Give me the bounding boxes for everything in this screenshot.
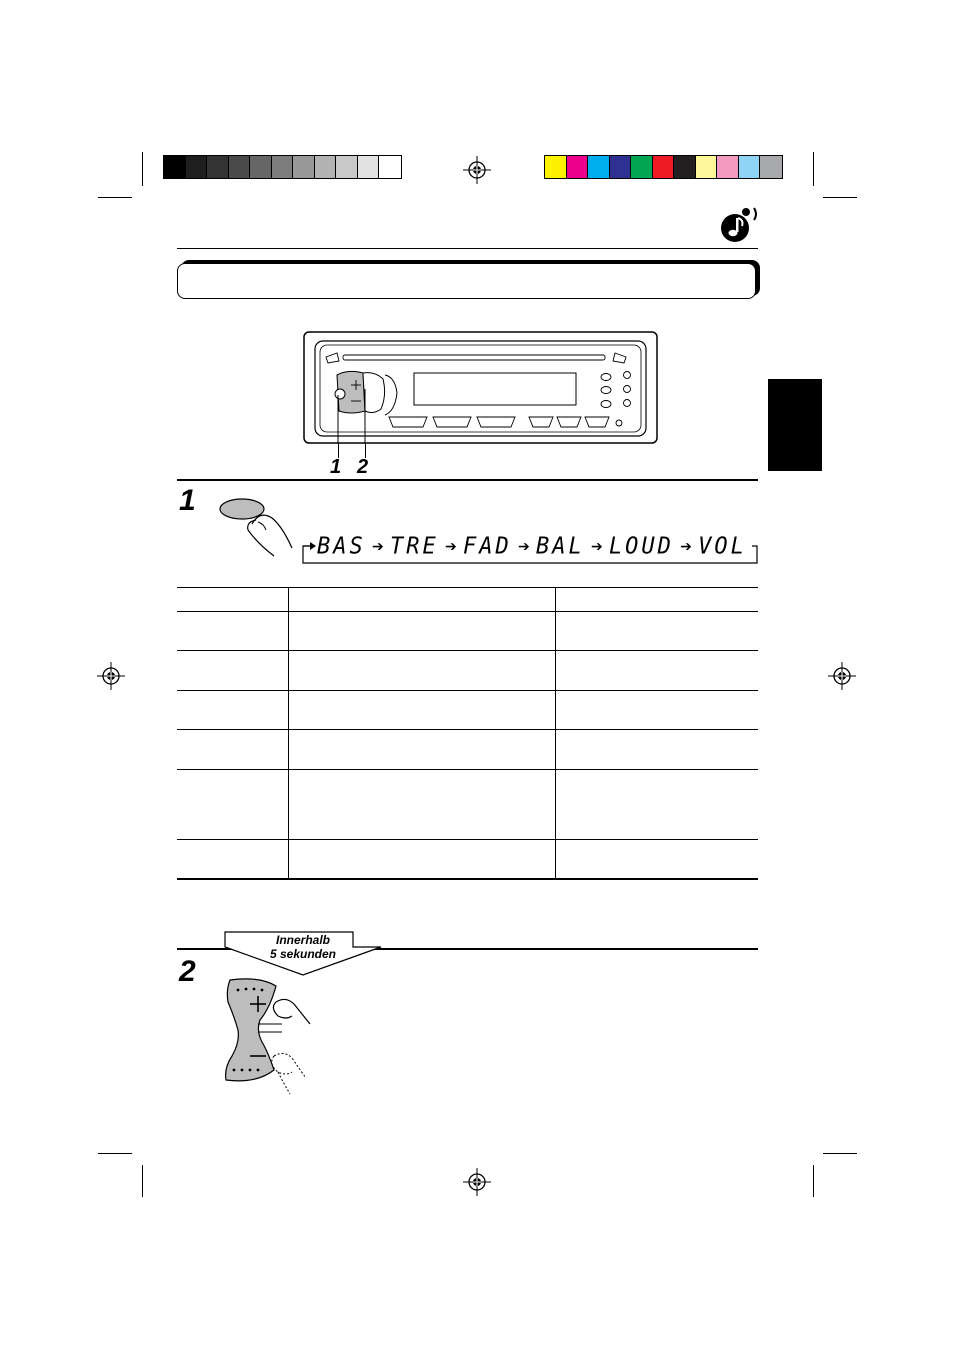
mode-sequence bbox=[317, 530, 747, 562]
color-swatch bbox=[653, 156, 675, 178]
gray-swatch bbox=[336, 156, 358, 178]
grayscale-bar bbox=[163, 155, 402, 179]
gray-swatch bbox=[164, 156, 186, 178]
table-cell bbox=[289, 691, 556, 730]
table-row bbox=[177, 840, 758, 879]
arrow-right-icon: ➔ bbox=[680, 537, 692, 554]
table-cell bbox=[289, 588, 556, 612]
seq-loud: LOUD bbox=[608, 532, 674, 560]
table-row bbox=[177, 651, 758, 691]
registration-crosshair-icon bbox=[463, 156, 491, 184]
gray-swatch bbox=[293, 156, 315, 178]
banner-line-2: 5 sekunden bbox=[269, 947, 337, 961]
table-row bbox=[177, 588, 758, 612]
gray-swatch bbox=[358, 156, 380, 178]
color-swatch bbox=[588, 156, 610, 178]
arrow-right-icon: ➔ bbox=[517, 537, 530, 554]
table-cell bbox=[177, 651, 289, 691]
banner-text bbox=[224, 933, 382, 961]
gray-swatch bbox=[379, 156, 401, 178]
settings-table bbox=[177, 587, 758, 880]
table-cell bbox=[289, 651, 556, 691]
finger-press-button-icon bbox=[212, 496, 304, 558]
music-note-icon bbox=[718, 206, 760, 244]
gray-swatch bbox=[250, 156, 272, 178]
table-row bbox=[177, 612, 758, 651]
color-swatch bbox=[739, 156, 761, 178]
color-swatch bbox=[545, 156, 567, 178]
table-cell bbox=[177, 770, 289, 840]
color-swatch bbox=[631, 156, 653, 178]
color-swatch bbox=[567, 156, 589, 178]
color-swatch bbox=[610, 156, 632, 178]
registration-crosshair-icon bbox=[97, 662, 125, 690]
car-stereo-panel bbox=[303, 331, 658, 444]
callout-2: 2 bbox=[357, 456, 369, 478]
step2-number: 2 bbox=[179, 955, 196, 988]
step1-rule bbox=[177, 479, 758, 481]
table-cell bbox=[177, 612, 289, 651]
crop-mark bbox=[813, 1165, 814, 1197]
gray-swatch bbox=[315, 156, 337, 178]
table-cell bbox=[556, 588, 759, 612]
banner-line-1: Innerhalb bbox=[275, 933, 330, 947]
registration-crosshair-icon bbox=[828, 662, 856, 690]
color-bar bbox=[544, 155, 783, 179]
table-cell bbox=[289, 840, 556, 879]
seq-bas: BAS bbox=[317, 532, 366, 560]
color-swatch bbox=[674, 156, 696, 178]
crop-mark bbox=[98, 197, 132, 198]
color-swatch bbox=[717, 156, 739, 178]
table-cell bbox=[177, 691, 289, 730]
crop-mark bbox=[98, 1153, 132, 1154]
language-tab bbox=[768, 379, 822, 471]
gray-swatch bbox=[229, 156, 251, 178]
section-title-box bbox=[177, 263, 756, 299]
table-row bbox=[177, 730, 758, 770]
header-rule bbox=[177, 248, 758, 249]
gray-swatch bbox=[207, 156, 229, 178]
table-row bbox=[177, 770, 758, 840]
seq-tre: TRE bbox=[389, 532, 439, 560]
crop-mark bbox=[823, 1153, 857, 1154]
table-cell bbox=[177, 840, 289, 879]
step1-number: 1 bbox=[179, 484, 196, 517]
table-cell bbox=[289, 770, 556, 840]
table-cell bbox=[556, 612, 759, 651]
callout-1: 1 bbox=[330, 456, 342, 478]
seq-bal: BAL bbox=[535, 532, 585, 560]
color-swatch bbox=[696, 156, 718, 178]
gray-swatch bbox=[186, 156, 208, 178]
table-cell bbox=[556, 840, 759, 879]
crop-mark bbox=[813, 152, 814, 186]
table-cell bbox=[556, 770, 759, 840]
table-cell bbox=[177, 730, 289, 770]
table-cell bbox=[556, 691, 759, 730]
registration-crosshair-icon bbox=[463, 1168, 491, 1196]
table-cell bbox=[556, 651, 759, 691]
table-cell bbox=[289, 730, 556, 770]
crop-mark bbox=[142, 1165, 143, 1197]
seq-fad: FAD bbox=[462, 532, 512, 560]
arrow-right-icon: ➔ bbox=[372, 537, 384, 554]
color-swatch bbox=[760, 156, 782, 178]
gray-swatch bbox=[272, 156, 294, 178]
table-cell bbox=[556, 730, 759, 770]
arrow-right-icon: ➔ bbox=[590, 537, 603, 554]
crop-mark bbox=[142, 152, 143, 186]
table-cell bbox=[177, 588, 289, 612]
arrow-right-icon: ➔ bbox=[444, 537, 457, 554]
table-row bbox=[177, 691, 758, 730]
table-cell bbox=[289, 612, 556, 651]
plus-minus-control-icon bbox=[220, 972, 320, 1096]
crop-mark bbox=[823, 197, 857, 198]
seq-vol: VOL bbox=[698, 532, 747, 560]
